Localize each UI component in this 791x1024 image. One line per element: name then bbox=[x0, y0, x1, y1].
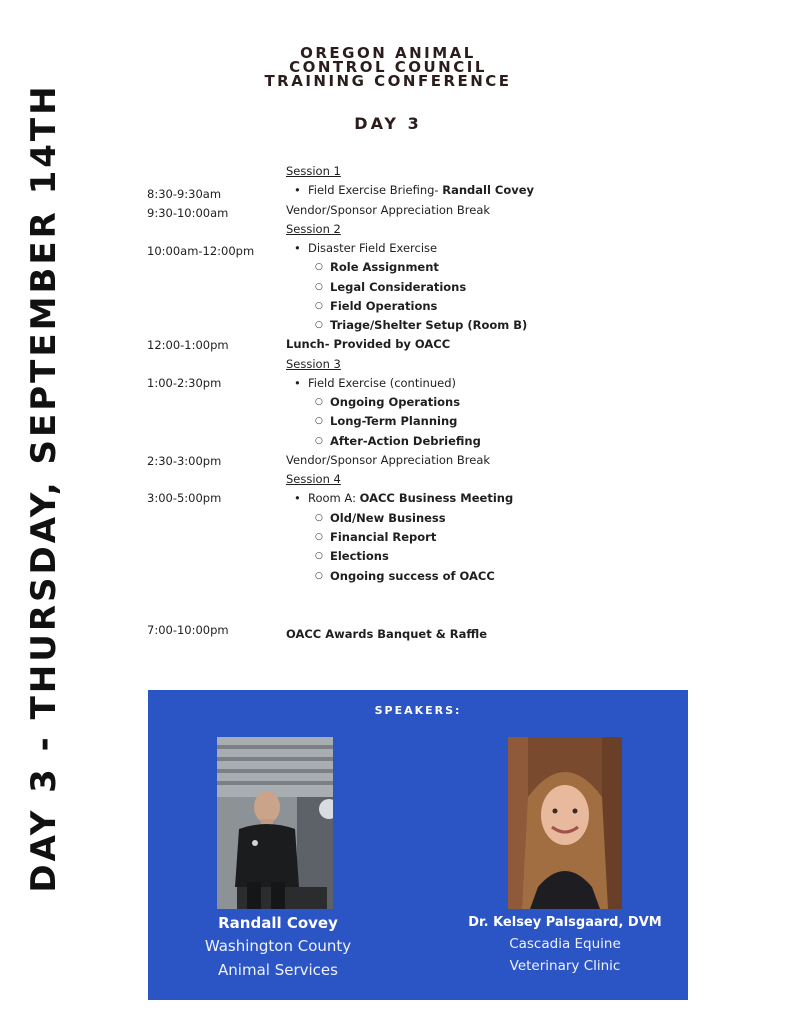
time-slot: 2:30-3:00pm bbox=[147, 454, 222, 468]
list-item: ○ Financial Report bbox=[330, 530, 436, 544]
time-slot: 12:00-1:00pm bbox=[147, 338, 229, 352]
item-bold: OACC Business Meeting bbox=[359, 491, 514, 505]
time-slot: 7:00-10:00pm bbox=[147, 623, 229, 637]
list-item: • Disaster Field Exercise bbox=[308, 241, 437, 255]
list-item: ○ Elections bbox=[330, 549, 389, 563]
lunch-item: Lunch- Provided by OACC bbox=[286, 337, 451, 351]
conference-title bbox=[150, 46, 626, 88]
break-item: Vendor/Sponsor Appreciation Break bbox=[286, 203, 491, 217]
time-slot: 10:00am-12:00pm bbox=[147, 244, 255, 258]
list-item: ○ Triage/Shelter Setup (Room B) bbox=[330, 318, 527, 332]
side-day-title: DAY 3 - THURSDAY, SEPTEMBER 14TH bbox=[24, 83, 64, 893]
speaker-photo-graphic bbox=[217, 737, 333, 909]
speaker-photo-kelsey-palsgaard bbox=[508, 737, 622, 909]
session-1-label: Session 1 bbox=[286, 164, 341, 178]
speaker-org-line-1: Washington County bbox=[204, 937, 352, 955]
conference-title-line-1: OREGON ANIMAL bbox=[300, 44, 476, 62]
item-text: Field Exercise Briefing- bbox=[308, 183, 443, 197]
list-item: ○ Old/New Business bbox=[330, 511, 446, 525]
time-slot: 9:30-10:00am bbox=[147, 206, 229, 220]
list-item bbox=[308, 183, 534, 197]
list-item: ○ Field Operations bbox=[330, 299, 437, 313]
list-item: ○ Ongoing success of OACC bbox=[330, 569, 495, 583]
time-slot: 8:30-9:30am bbox=[147, 187, 222, 201]
speaker-name: Randall Covey bbox=[218, 914, 338, 932]
speaker-photo-graphic bbox=[508, 737, 622, 909]
speaker-org-line-2: Animal Services bbox=[218, 961, 338, 979]
list-item: • Field Exercise (continued) bbox=[308, 376, 456, 390]
list-item: ○ After-Action Debriefing bbox=[330, 434, 481, 448]
speaker-org-line-1: Cascadia Equine bbox=[509, 936, 621, 952]
speakers-panel bbox=[148, 690, 688, 1000]
session-2-label: Session 2 bbox=[286, 222, 341, 236]
session-3-label: Session 3 bbox=[286, 357, 341, 371]
speaker-name: Dr. Kelsey Palsgaard, DVM bbox=[468, 915, 662, 930]
item-speaker: Randall Covey bbox=[442, 183, 535, 197]
list-item: ○ Legal Considerations bbox=[330, 280, 466, 294]
list-item: ○ Role Assignment bbox=[330, 260, 439, 274]
day-heading: DAY 3 bbox=[354, 114, 422, 133]
session-4-label: Session 4 bbox=[286, 472, 341, 486]
time-slot: 3:00-5:00pm bbox=[147, 491, 222, 505]
speaker-photo-randall-covey bbox=[217, 737, 333, 909]
speakers-title: SPEAKERS: bbox=[374, 704, 462, 717]
conference-title-line-2: CONTROL COUNCIL bbox=[289, 58, 487, 76]
time-slot: 1:00-2:30pm bbox=[147, 376, 222, 390]
list-item: ○ Ongoing Operations bbox=[330, 395, 460, 409]
list-item bbox=[308, 491, 513, 505]
conference-title-line-3: TRAINING CONFERENCE bbox=[264, 72, 512, 90]
speaker-org-line-2: Veterinary Clinic bbox=[509, 958, 621, 974]
break-item: Vendor/Sponsor Appreciation Break bbox=[286, 453, 491, 467]
item-text: Room A: bbox=[308, 491, 360, 505]
banquet-item: OACC Awards Banquet & Raffle bbox=[286, 627, 488, 641]
list-item: ○ Long-Term Planning bbox=[330, 414, 457, 428]
